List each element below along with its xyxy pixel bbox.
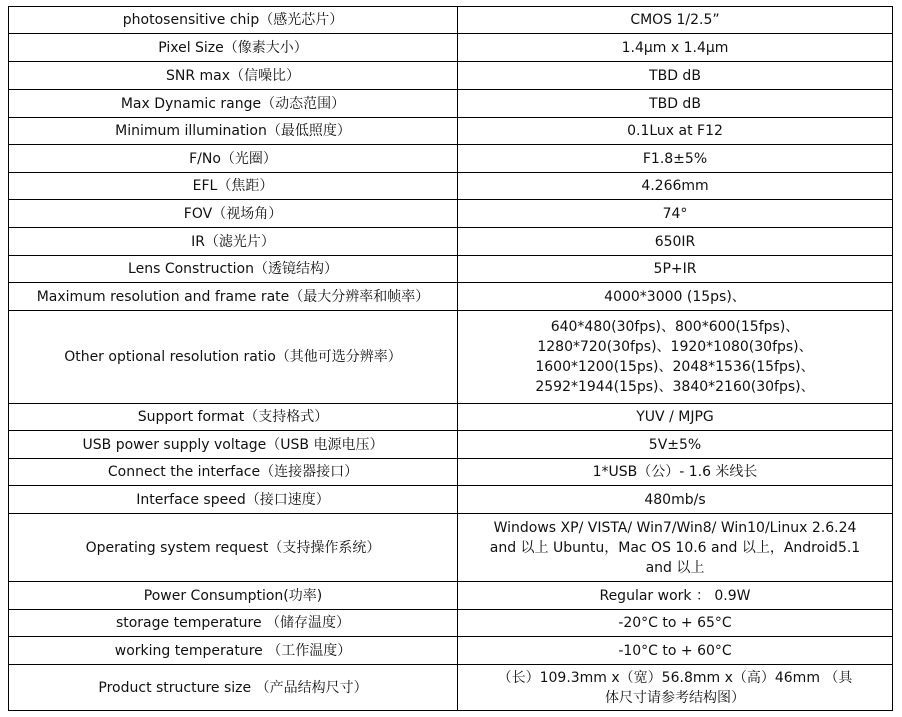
table-row: [9, 62, 893, 90]
table-row: [9, 637, 893, 665]
spec-label: SNR max（信噪比）: [9, 62, 458, 90]
table-row: [9, 7, 893, 34]
spec-value: 0.1Lux at F12: [458, 118, 893, 145]
spec-table: [8, 6, 893, 711]
spec-label: Lens Construction（透镜结构）: [9, 256, 458, 283]
spec-label: Other optional resolution ratio（其他可选分辨率）: [9, 311, 458, 404]
spec-value: 5P+IR: [458, 256, 893, 283]
spec-label: Power Consumption(功率): [9, 582, 458, 610]
spec-value: 74°: [458, 200, 893, 228]
table-row: [9, 459, 893, 486]
spec-label: Product structure size （产品结构尺寸）: [9, 665, 458, 711]
table-row: [9, 431, 893, 459]
table-row: [9, 610, 893, 637]
spec-label: EFL（焦距）: [9, 173, 458, 200]
spec-label: Minimum illumination（最低照度）: [9, 118, 458, 145]
table-row: [9, 404, 893, 431]
table-row: [9, 311, 893, 404]
spec-label: Pixel Size（像素大小）: [9, 34, 458, 62]
spec-label: Max Dynamic range（动态范围）: [9, 90, 458, 118]
table-row: [9, 256, 893, 283]
spec-label: Maximum resolution and frame rate（最大分辨率和帧率）: [9, 283, 458, 311]
spec-label: USB power supply voltage（USB 电源电压）: [9, 431, 458, 459]
spec-value: Regular work ： 0.9W: [458, 582, 893, 610]
spec-value: （长）109.3mm x（宽）56.8mm x（高）46mm （具 体尺寸请参考结构图）: [458, 665, 893, 711]
spec-value: CMOS 1/2.5”: [458, 7, 893, 34]
spec-value: 4.266mm: [458, 173, 893, 200]
table-row: [9, 145, 893, 173]
table-row: [9, 90, 893, 118]
table-row: [9, 582, 893, 610]
spec-value: 5V±5%: [458, 431, 893, 459]
spec-value: TBD dB: [458, 90, 893, 118]
table-row: [9, 228, 893, 256]
spec-label: Support format（支持格式）: [9, 404, 458, 431]
table-row: [9, 283, 893, 311]
spec-value: 650IR: [458, 228, 893, 256]
spec-value: Windows XP/ VISTA/ Win7/Win8/ Win10/Linux 2.6.24 and 以上 Ubuntu，Mac OS 10.6 and 以上，Android5.1 and 以上: [458, 514, 893, 582]
spec-value: -20°C to + 65°C: [458, 610, 893, 637]
spec-value: -10°C to + 60°C: [458, 637, 893, 665]
spec-label: IR（滤光片）: [9, 228, 458, 256]
spec-value: YUV / MJPG: [458, 404, 893, 431]
spec-value: 640*480(30fps)、800*600(15fps)、 1280*720(30fps)、1920*1080(30fps)、 1600*1200(15ps)、2048*1536(15fps)、 2592*1944(15ps)、3840*2160(30fps)、: [458, 311, 893, 404]
spec-label: Operating system request（支持操作系统）: [9, 514, 458, 582]
table-row: [9, 486, 893, 514]
spec-label: working temperature （工作温度）: [9, 637, 458, 665]
table-row: [9, 173, 893, 200]
spec-value: 4000*3000 (15ps)、: [458, 283, 893, 311]
table-row: [9, 34, 893, 62]
spec-label: F/No（光圈）: [9, 145, 458, 173]
table-row: [9, 665, 893, 711]
spec-label: Connect the interface（连接器接口）: [9, 459, 458, 486]
table-row: [9, 514, 893, 582]
table-row: [9, 118, 893, 145]
spec-value: 480mb/s: [458, 486, 893, 514]
spec-value: F1.8±5%: [458, 145, 893, 173]
spec-value: 1*USB（公）- 1.6 米线长: [458, 459, 893, 486]
spec-value: TBD dB: [458, 62, 893, 90]
spec-label: storage temperature （储存温度）: [9, 610, 458, 637]
spec-value: 1.4µm x 1.4µm: [458, 34, 893, 62]
table-row: [9, 200, 893, 228]
spec-label: Interface speed（接口速度）: [9, 486, 458, 514]
spec-label: photosensitive chip（感光芯片）: [9, 7, 458, 34]
spec-label: FOV（视场角）: [9, 200, 458, 228]
